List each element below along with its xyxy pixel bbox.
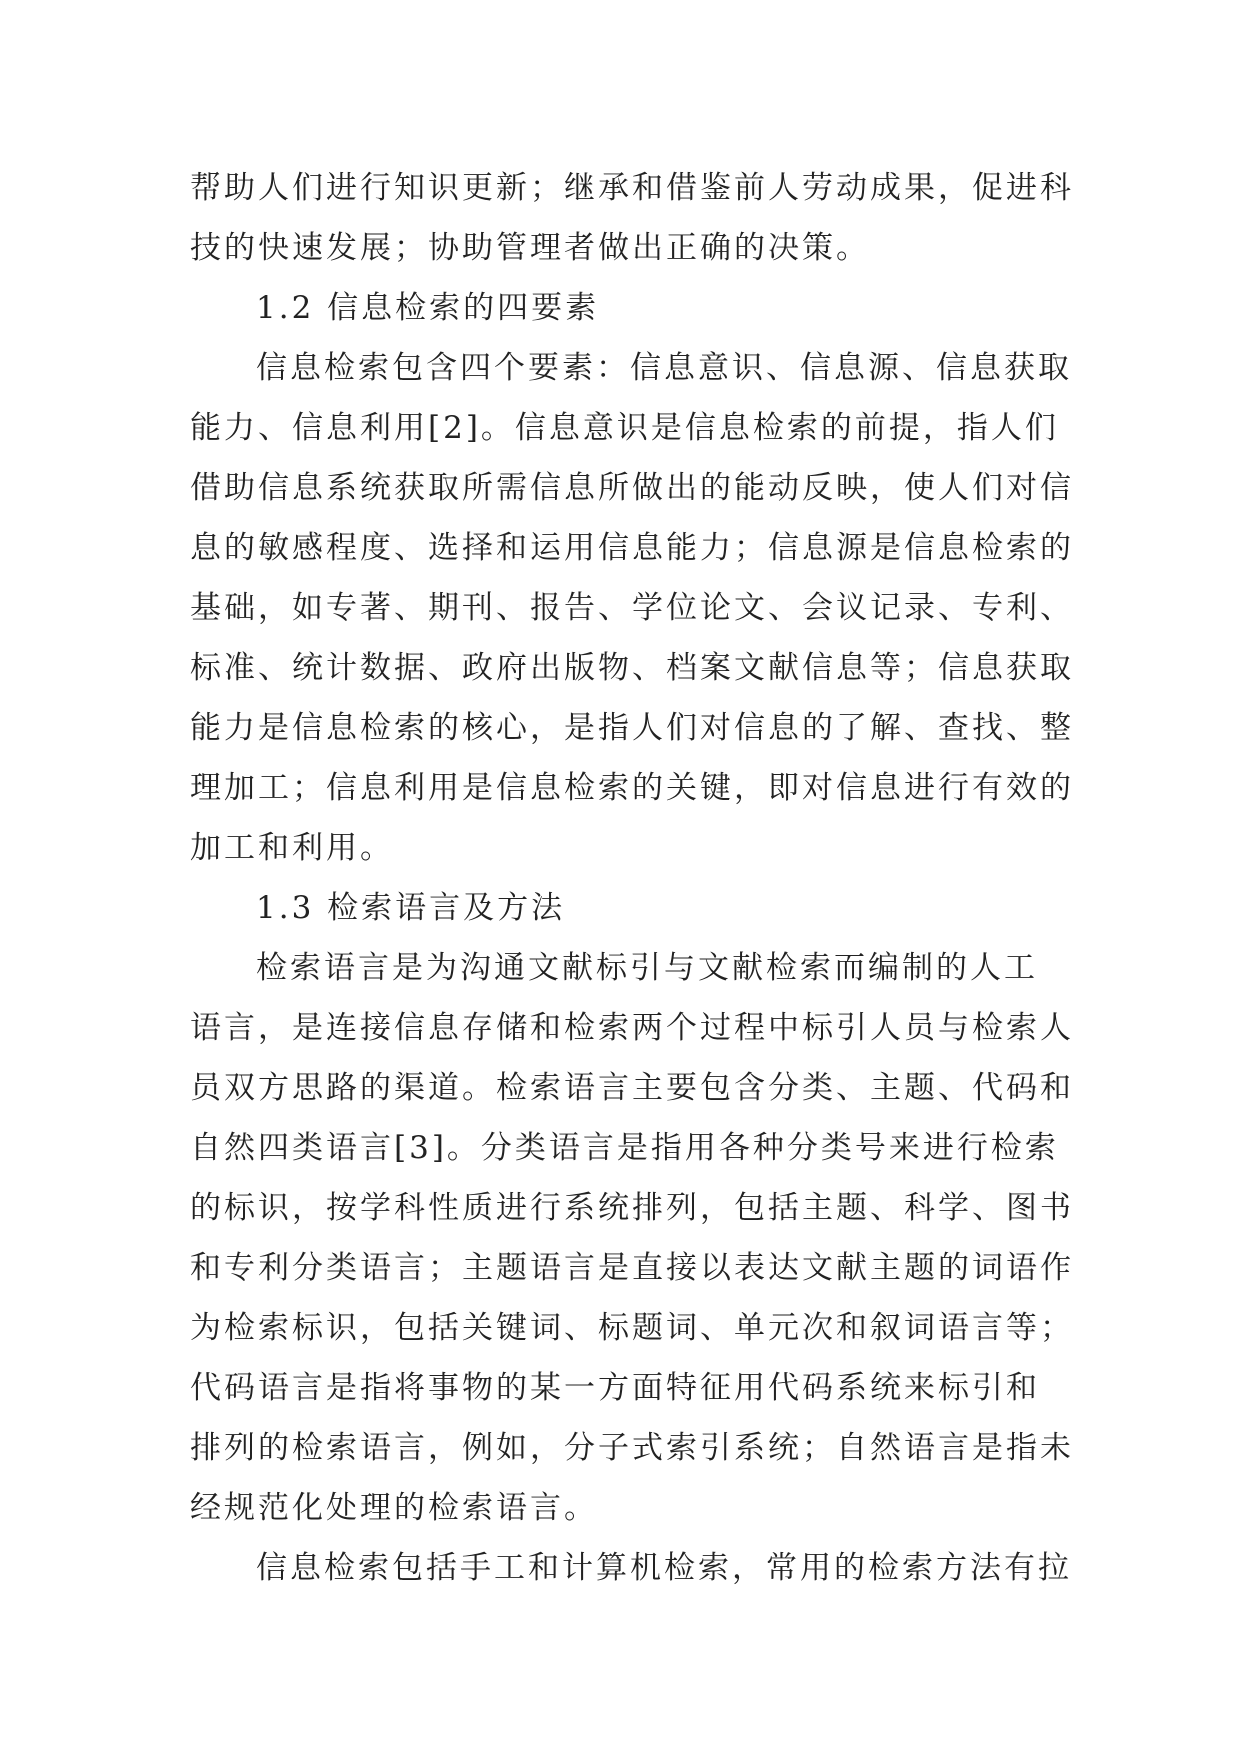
paragraph-line: 技的快速发展；协助管理者做出正确的决策。	[190, 230, 870, 266]
paragraph-line: 标准、统计数据、政府出版物、档案文献信息等；信息获取	[190, 650, 1074, 686]
document-body	[190, 158, 1074, 1598]
section-heading: 1.2 信息检索的四要素	[256, 290, 600, 326]
paragraph-line: 能力是信息检索的核心，是指人们对信息的了解、查找、整	[190, 710, 1074, 746]
paragraph-line: 帮助人们进行知识更新；继承和借鉴前人劳动成果，促进科	[190, 170, 1074, 206]
paragraph-line: 经规范化处理的检索语言。	[190, 1490, 598, 1526]
paragraph-line: 语言，是连接信息存储和检索两个过程中标引人员与检索人	[190, 1010, 1074, 1046]
paragraph-line: 基础，如专著、期刊、报告、学位论文、会议记录、专利、	[190, 590, 1074, 626]
paragraph-line: 息的敏感程度、选择和运用信息能力；信息源是信息检索的	[190, 530, 1074, 566]
paragraph-line: 理加工；信息利用是信息检索的关键，即对信息进行有效的	[190, 770, 1074, 806]
paragraph-line: 检索语言是为沟通文献标引与文献检索而编制的人工	[256, 950, 1038, 986]
paragraph-line: 信息检索包含四个要素：信息意识、信息源、信息获取	[256, 350, 1072, 386]
paragraph-line: 信息检索包括手工和计算机检索，常用的检索方法有拉	[256, 1550, 1072, 1586]
paragraph-line: 为检索标识，包括关键词、标题词、单元次和叙词语言等；	[190, 1310, 1074, 1346]
paragraph-line: 员双方思路的渠道。检索语言主要包含分类、主题、代码和	[190, 1070, 1074, 1106]
paragraph-line: 的标识，按学科性质进行系统排列，包括主题、科学、图书	[190, 1190, 1074, 1226]
paragraph-line: 排列的检索语言，例如，分子式索引系统；自然语言是指未	[190, 1430, 1074, 1466]
paragraph-line: 和专利分类语言；主题语言是直接以表达文献主题的词语作	[190, 1250, 1074, 1286]
paragraph-line: 借助信息系统获取所需信息所做出的能动反映，使人们对信	[190, 470, 1074, 506]
section-heading: 1.3 检索语言及方法	[256, 890, 566, 926]
paragraph-line: 自然四类语言[3]。分类语言是指用各种分类号来进行检索	[190, 1130, 1059, 1166]
paragraph-line: 加工和利用。	[190, 830, 394, 866]
paragraph-line: 代码语言是指将事物的某一方面特征用代码系统来标引和	[190, 1370, 1040, 1406]
paragraph-line: 能力、信息利用[2]。信息意识是信息检索的前提，指人们	[190, 410, 1059, 446]
